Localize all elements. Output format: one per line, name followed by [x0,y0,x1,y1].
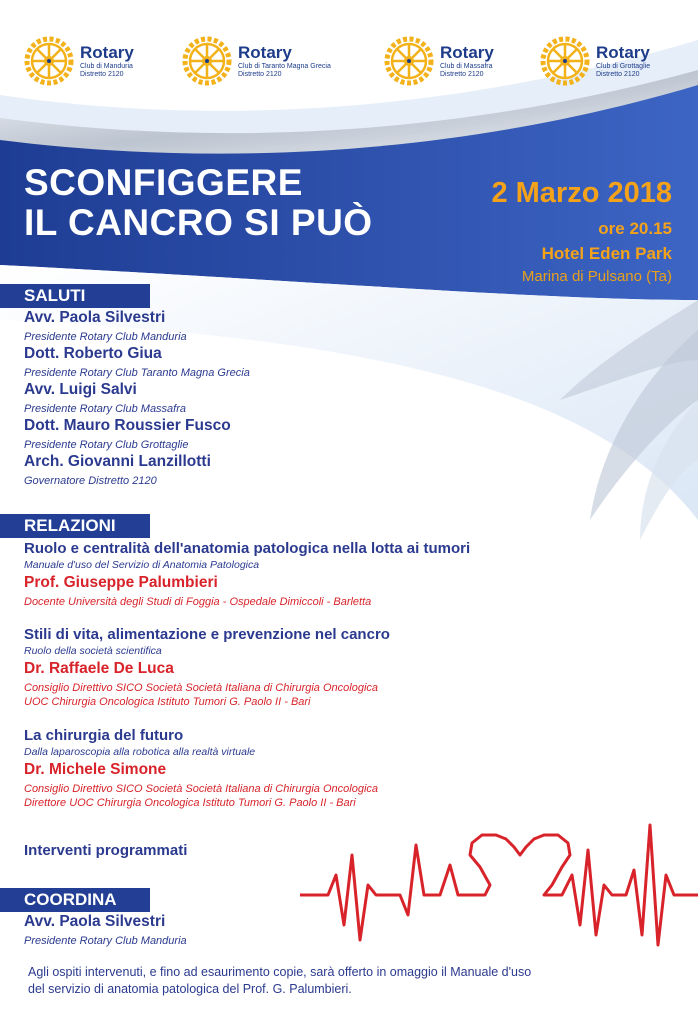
rotary-wheel-icon [540,36,590,86]
talk-topic: La chirurgia del futuro [24,727,184,744]
event-date: 2 Marzo 2018 [491,177,672,209]
rotary-logo-taranto [182,36,331,86]
rotary-logo-massafra [384,36,494,86]
talk-affiliation: Direttore UOC Chirurgia Oncologica Istituto Tumori G. Paolo II - Bari [24,797,356,809]
logo-club: Club di Grottaglie [596,63,651,70]
saluti-role: Presidente Rotary Club Taranto Magna Grecia [24,367,250,379]
saluti-role: Presidente Rotary Club Manduria [24,331,187,343]
coordina-role: Presidente Rotary Club Manduria [24,935,187,947]
heartbeat-icon [300,815,698,955]
coordina-name: Avv. Paola Silvestri [24,913,166,930]
talk-subtitle: Ruolo della società scientifica [24,645,162,657]
interventi-programmati: Interventi programmati [24,842,188,859]
logo-name: Rotary [80,43,134,62]
talk-affiliation: UOC Chirurgia Oncologica Istituto Tumori G. Paolo II - Bari [24,696,311,708]
talk-affiliation: Docente Università degli Studi di Foggia - Ospedale Dimiccoli - Barletta [24,596,372,608]
talk-affiliation: Consiglio Direttivo SICO Società Società Italiana di Chirurgia Oncologica [24,682,379,694]
rotary-logo-grottaglie [540,36,650,86]
title-line-2: IL CANCRO SI PUÒ [24,202,373,243]
logo-club: Club di Manduria [80,63,133,70]
section-header-relazioni: RELAZIONI [0,514,150,538]
event-city: Marina di Pulsano (Ta) [521,268,672,285]
saluti-role: Presidente Rotary Club Massafra [24,403,187,415]
saluti-name: Dott. Mauro Roussier Fusco [24,417,231,434]
talk-speaker: Dr. Raffaele De Luca [24,660,174,677]
saluti-role: Governatore Distretto 2120 [24,475,157,487]
title-line-1: SCONFIGGERE [24,162,303,203]
talk-affiliation: Consiglio Direttivo SICO Società Società Italiana di Chirurgia Oncologica [24,783,379,795]
talk-topic: Ruolo e centralità dell'anatomia patologica nella lotta ai tumori [24,540,471,557]
rotary-wheel-icon [384,36,434,86]
event-place: Hotel Eden Park [541,244,672,263]
talk-subtitle: Manuale d'uso del Servizio di Anatomia Patologica [24,559,260,571]
talk-speaker: Dr. Michele Simone [24,761,167,778]
saluti-name: Arch. Giovanni Lanzillotti [24,453,211,470]
footer-note-line-2: del servizio di anatomia patologica del Prof. G. Palumbieri. [28,982,352,996]
logo-district: Distretto 2120 [80,71,124,78]
rotary-logo-manduria [24,36,134,86]
section-header-saluti: SALUTI [0,284,150,308]
logo-name: Rotary [238,43,292,62]
footer-note [28,964,668,998]
page-title [24,163,373,243]
saluti-name: Dott. Roberto Giua [24,345,162,362]
saluti-role: Presidente Rotary Club Grottaglie [24,439,189,451]
talk-topic: Stili di vita, alimentazione e prevenzione nel cancro [24,626,390,643]
logo-club: Club di Massafra [440,63,493,70]
rotary-wheel-icon [182,36,232,86]
talk-speaker: Prof. Giuseppe Palumbieri [24,574,218,591]
logo-name: Rotary [440,43,494,62]
footer-note-line-1: Agli ospiti intervenuti, e fino ad esaurimento copie, sarà offerto in omaggio il Manuale d'uso [28,965,532,979]
rotary-wheel-icon [24,36,74,86]
event-time: ore 20.15 [598,219,672,238]
logo-district: Distretto 2120 [238,71,282,78]
logo-club: Club di Taranto Magna Grecia [238,63,331,70]
saluti-name: Avv. Luigi Salvi [24,381,137,398]
saluti-name: Avv. Paola Silvestri [24,309,166,326]
section-header-coordina: COORDINA [0,888,150,912]
logo-district: Distretto 2120 [440,71,484,78]
talk-subtitle: Dalla laparoscopia alla robotica alla realtà virtuale [24,746,256,758]
logo-district: Distretto 2120 [596,71,640,78]
logo-name: Rotary [596,43,650,62]
